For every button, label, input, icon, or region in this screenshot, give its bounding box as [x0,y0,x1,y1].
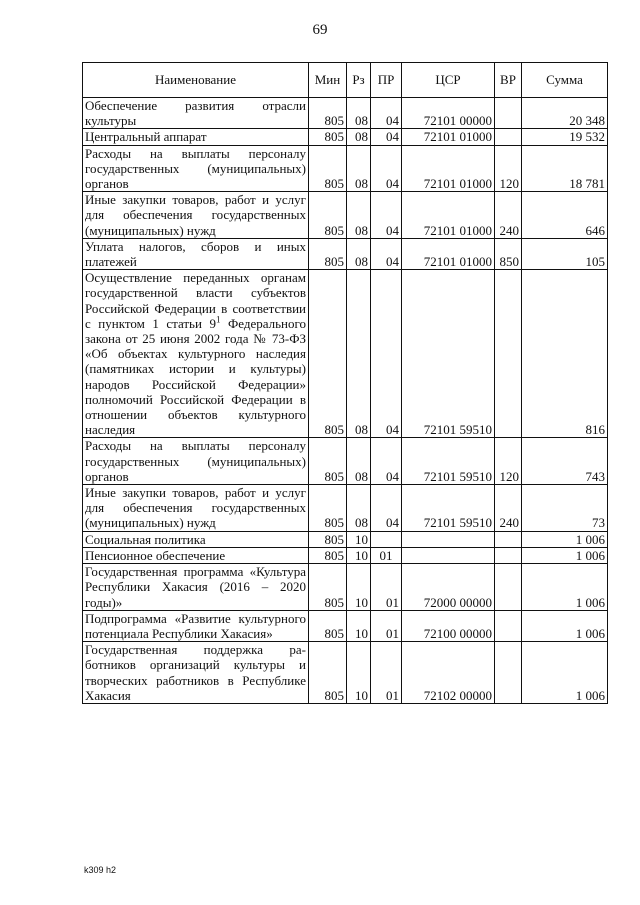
row-vr [495,531,522,547]
row-vr: 850 [495,238,522,269]
row-min: 805 [309,270,347,438]
row-min: 805 [309,192,347,239]
row-name-superscript: 1 [215,314,221,325]
row-name: Социальная политика [83,531,309,547]
budget-table [82,62,608,704]
table-row [83,438,608,485]
header-sum: Сумма [522,63,608,98]
row-sum: 1 006 [522,642,608,704]
row-name: Подпрограмма «Развитие культурного потенциала Республики Хакасия» [83,610,309,641]
page-number: 69 [312,22,328,38]
row-rz: 08 [347,145,371,192]
row-pr: 04 [371,98,402,129]
header-min: Мин [309,63,347,98]
row-pr: 04 [371,145,402,192]
table-row [83,531,608,547]
table-row [83,610,608,641]
row-csr: 72101 00000 [402,98,495,129]
row-csr: 72000 00000 [402,564,495,611]
row-name: Государственная поддержка работников организаций культуры и творческих работников в Республике Хакасия [83,642,309,704]
row-pr [371,531,402,547]
header-vr: ВР [495,63,522,98]
row-csr: 72101 59510 [402,485,495,532]
row-name: Иные закупки товаров, работ и услуг для обеспечения государственных (муниципальных) нужд [83,192,309,239]
row-min: 805 [309,485,347,532]
table-row [83,98,608,129]
row-min: 805 [309,98,347,129]
row-sum: 1 006 [522,610,608,641]
row-csr: 72101 59510 [402,438,495,485]
row-rz: 08 [347,192,371,239]
row-pr: 04 [371,238,402,269]
row-name [83,270,309,438]
row-min: 805 [309,564,347,611]
table-row [83,129,608,145]
table-row [83,270,608,438]
row-rz: 10 [347,564,371,611]
row-min: 805 [309,238,347,269]
row-pr: 04 [371,129,402,145]
row-sum: 1 006 [522,564,608,611]
header-name: Наименование [83,63,309,98]
header-pr: ПР [371,63,402,98]
row-csr: 72101 01000 [402,145,495,192]
row-vr: 240 [495,192,522,239]
row-min: 805 [309,642,347,704]
row-name: Государственная программа «Культура Республики Хакасия (2016 – 2020 годы)» [83,564,309,611]
row-sum: 1 006 [522,531,608,547]
row-sum: 105 [522,238,608,269]
row-vr [495,270,522,438]
table-row [83,238,608,269]
row-min: 805 [309,145,347,192]
row-vr [495,564,522,611]
table-row [83,642,608,704]
row-rz: 10 [347,610,371,641]
row-vr [495,610,522,641]
row-vr: 120 [495,145,522,192]
row-pr: 01 [371,547,402,563]
row-vr [495,547,522,563]
footer-code: k309 h2 [84,865,117,875]
row-name: Расходы на выплаты персоналу государственных (муниципальных) органов [83,438,309,485]
row-csr: 72101 59510 [402,270,495,438]
row-csr [402,531,495,547]
table-row [83,145,608,192]
row-sum: 743 [522,438,608,485]
row-name: Уплата налогов, сборов и иных платежей [83,238,309,269]
table-header-row [83,63,608,98]
row-vr: 120 [495,438,522,485]
row-csr: 72101 01000 [402,192,495,239]
row-min: 805 [309,438,347,485]
row-min: 805 [309,547,347,563]
row-rz: 08 [347,270,371,438]
row-vr: 240 [495,485,522,532]
row-pr: 04 [371,192,402,239]
row-pr: 01 [371,564,402,611]
row-rz: 08 [347,98,371,129]
row-rz: 08 [347,238,371,269]
row-csr: 72100 00000 [402,610,495,641]
table-row [83,564,608,611]
row-pr: 04 [371,438,402,485]
row-sum: 20 348 [522,98,608,129]
row-csr [402,547,495,563]
row-csr: 72101 01000 [402,129,495,145]
table-row [83,192,608,239]
row-name-text: Осуществление переданных органам государственной власти субъектов Российской Федерации в соответствии с пунктом 1 статьи 9 [85,270,306,331]
row-pr: 04 [371,485,402,532]
table-row [83,485,608,532]
row-pr: 04 [371,270,402,438]
row-rz: 08 [347,129,371,145]
row-vr [495,129,522,145]
row-sum: 19 532 [522,129,608,145]
row-name: Иные закупки товаров, работ и услуг для обеспечения государственных (муниципальных) нужд [83,485,309,532]
row-sum: 73 [522,485,608,532]
row-sum: 1 006 [522,547,608,563]
row-csr: 72102 00000 [402,642,495,704]
row-name: Пенсионное обеспечение [83,547,309,563]
row-csr: 72101 01000 [402,238,495,269]
row-rz: 10 [347,547,371,563]
row-name-text-cont: Федерального закона от 25 июня 2002 года № 73-ФЗ «Об объектах культурного наследия (памятниках истории и культуры) народов Российской Федерации» полномочий Российской Федерации в отношении объектов культурного наследия [85,315,306,438]
header-csr: ЦСР [402,63,495,98]
row-sum: 646 [522,192,608,239]
row-min: 805 [309,610,347,641]
row-rz: 10 [347,531,371,547]
row-sum: 18 781 [522,145,608,192]
row-rz: 08 [347,485,371,532]
row-vr [495,642,522,704]
row-pr: 01 [371,610,402,641]
table-row [83,547,608,563]
header-rz: Рз [347,63,371,98]
row-name: Расходы на выплаты персоналу государственных (муниципальных) органов [83,145,309,192]
row-min: 805 [309,129,347,145]
row-name: Обеспечение развития отрасли культуры [83,98,309,129]
row-sum: 816 [522,270,608,438]
row-name: Центральный аппарат [83,129,309,145]
row-rz: 08 [347,438,371,485]
row-pr: 01 [371,642,402,704]
row-vr [495,98,522,129]
row-rz: 10 [347,642,371,704]
row-min: 805 [309,531,347,547]
